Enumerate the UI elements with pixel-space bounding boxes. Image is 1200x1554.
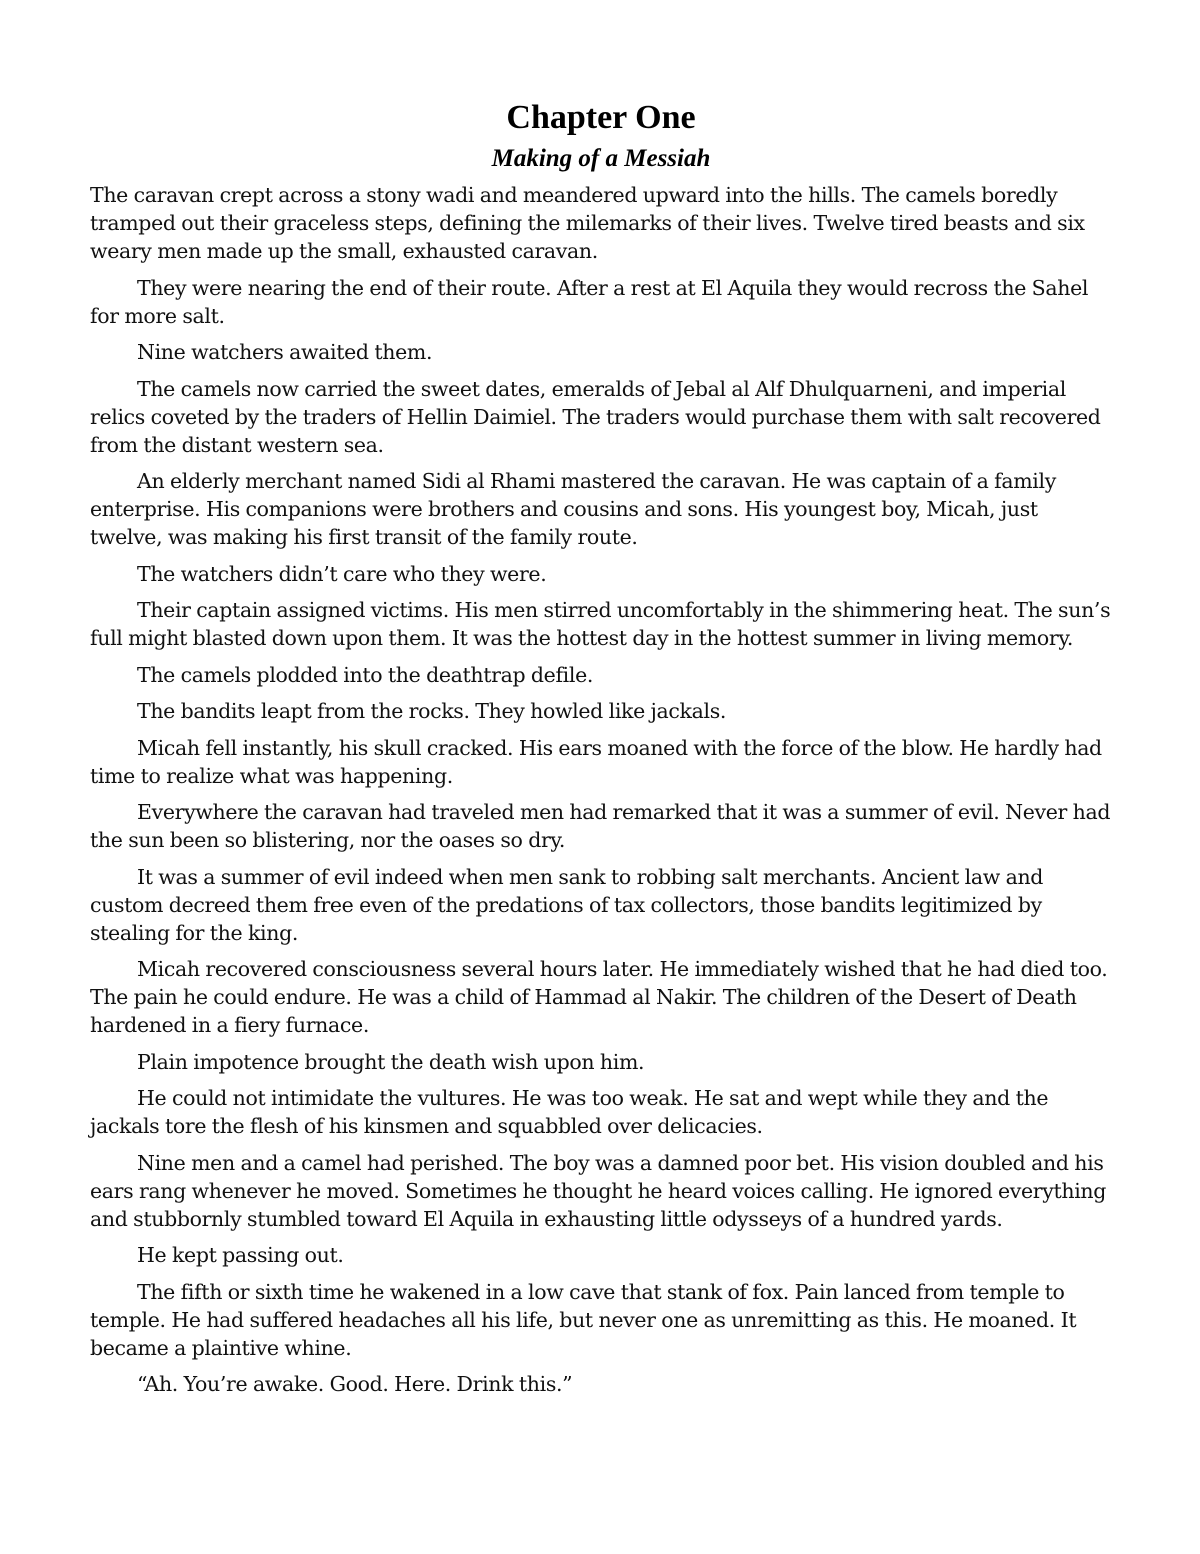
paragraph: The bandits leapt from the rocks. They howled like jackals. (137, 699, 727, 723)
paragraph: The camels now carried the sweet dates, emeralds of Jebal al Alf Dhulquarneni, and imperial relics coveted by the traders of Hellin Daimiel. The traders would purchase them with salt recovered from the distant western sea. (90, 376, 1101, 457)
paragraph: An elderly merchant named Sidi al Rhami mastered the caravan. He was captain of a family enterprise. His companions were brothers and cousins and sons. His youngest boy, Micah, just twelve, was making his first transit of the family route. (90, 469, 1056, 549)
chapter-body (90, 181, 1112, 1398)
paragraph: The caravan crept across a stony wadi and meandered upward into the hills. The camels boredly tramped out their graceless steps, defining the milemarks of their lives. Twelve tired beasts and six weary men made up the small, exhausted caravan. (90, 183, 1085, 263)
paragraph: Their captain assigned victims. His men stirred uncomfortably in the shimmering heat. The sun’s full might blasted down upon them. It was the hottest day in the hottest summer in living memory. (90, 598, 1111, 650)
paragraph: Micah recovered consciousness several hours later. He immediately wished that he had died too. The pain he could endure. He was a child of Hammad al Nakir. The children of the Desert of Death hardened in a fiery furnace. (90, 957, 1108, 1037)
paragraph: The fifth or sixth time he wakened in a low cave that stank of fox. Pain lanced from temple to temple. He had suffered headaches all his life, but never one as unremitting as this. He moaned. It became a plaintive whine. (90, 1279, 1077, 1360)
paragraph: It was a summer of evil indeed when men sank to robbing salt merchants. Ancient law and custom decreed them free even of the predations of tax collectors, those bandits legitimized by stealing for the king. (90, 864, 1044, 945)
chapter-title: Chapter One (506, 99, 696, 136)
paragraph: Everywhere the caravan had traveled men had remarked that it was a summer of evil. Never had the sun been so blistering, nor the oases so dry. (90, 800, 1111, 852)
paragraph: Nine watchers awaited them. (137, 340, 433, 364)
paragraph: “Ah. You’re awake. Good. Here. Drink this.” (137, 1372, 573, 1396)
book-page (90, 96, 1112, 1407)
paragraph: Nine men and a camel had perished. The boy was a damned poor bet. His vision doubled and his ears rang whenever he moved. Sometimes he thought he heard voices calling. He ignored everything and stubbornly stumbled toward El Aquila in exhausting little odysseys of a hundred yards. (90, 1150, 1107, 1231)
paragraph: He kept passing out. (137, 1243, 344, 1267)
paragraph: He could not intimidate the vultures. He was too weak. He sat and wept while they and the jackals tore the flesh of his kinsmen and squabbled over delicacies. (90, 1086, 1049, 1138)
chapter-subtitle: Making of a Messiah (491, 145, 711, 172)
paragraph: Micah fell instantly, his skull cracked. His ears moaned with the force of the blow. He hardly had time to realize what was happening. (90, 735, 1102, 788)
paragraph: The watchers didn’t care who they were. (137, 561, 547, 586)
paragraph: The camels plodded into the deathtrap defile. (137, 662, 594, 687)
paragraph: They were nearing the end of their route. After a rest at El Aquila they would recross the Sahel for more salt. (90, 275, 1089, 328)
paragraph: Plain impotence brought the death wish upon him. (137, 1049, 645, 1074)
